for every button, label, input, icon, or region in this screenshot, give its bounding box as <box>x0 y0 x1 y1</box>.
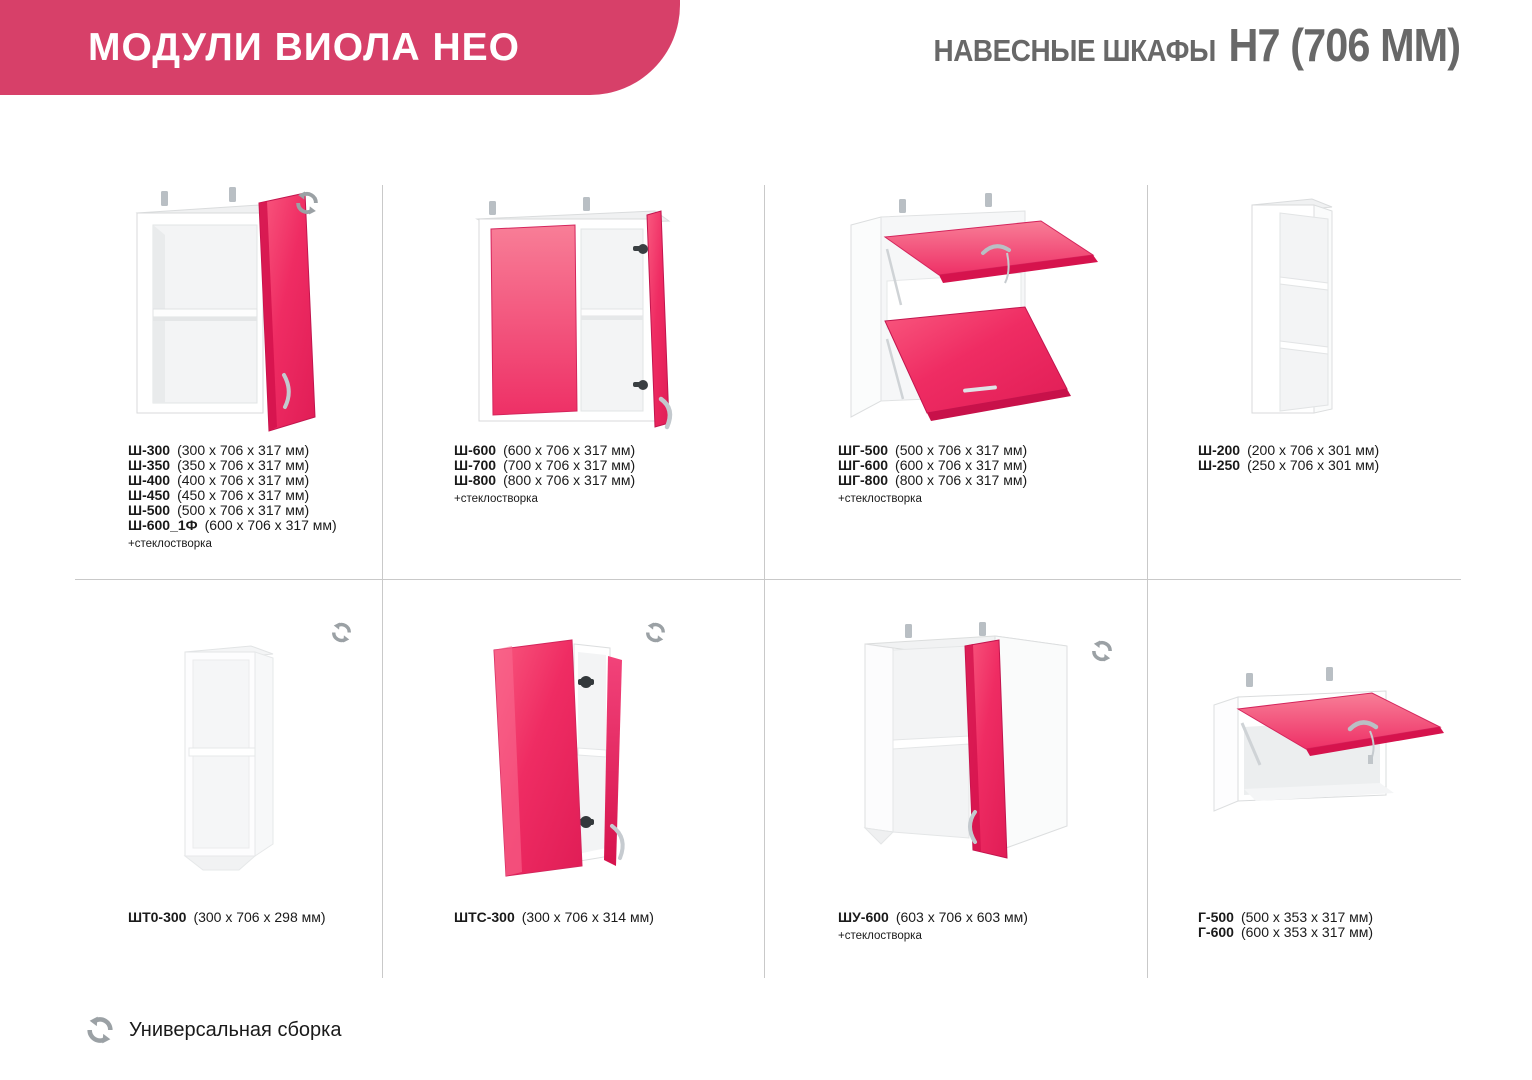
model-name: ШГ-500 <box>838 442 889 458</box>
model-dims: (600 x 706 x 317 мм) <box>204 517 337 533</box>
model-name: Ш-600 <box>454 442 497 458</box>
cabinet-illustration-curved-door <box>478 622 658 882</box>
model-dims: (600 x 353 x 317 мм) <box>1240 924 1374 940</box>
product-cell-sh-300 <box>75 185 383 580</box>
model-dims: (700 x 706 x 317 мм) <box>503 457 636 473</box>
model-dims: (450 x 706 x 317 мм) <box>177 487 310 503</box>
product-cell-shu-600 <box>765 580 1148 978</box>
model-name: ШТС-300 <box>454 909 515 925</box>
model-dims: (500 x 706 x 317 мм) <box>177 502 310 518</box>
model-dims: (500 x 706 x 317 мм) <box>895 442 1028 458</box>
product-cell-g-500 <box>1148 580 1461 978</box>
model-dims: (350 x 706 x 317 мм) <box>177 457 310 473</box>
product-specs <box>128 910 326 925</box>
cabinet-illustration-corner <box>843 622 1103 862</box>
product-cell-sh-600 <box>383 185 765 580</box>
cabinet-illustration-flap-doors <box>835 189 1125 439</box>
cabinet-illustration-open-shelf <box>1228 185 1358 435</box>
model-name: Ш-200 <box>1198 442 1241 458</box>
model-name: ШГ-800 <box>838 472 889 488</box>
product-specs <box>838 910 1028 944</box>
model-dims: (603 x 706 x 603 мм) <box>895 909 1028 925</box>
product-cell-shts-300 <box>383 580 765 978</box>
product-specs <box>1198 443 1379 473</box>
model-name: Ш-300 <box>128 442 171 458</box>
model-dims: (300 x 706 x 298 мм) <box>193 909 326 925</box>
brand-banner <box>0 0 680 95</box>
model-name: ШТ0-300 <box>128 909 187 925</box>
product-cell-sh-200 <box>1148 185 1461 580</box>
model-name: Г-500 <box>1198 909 1234 925</box>
product-specs <box>838 443 1027 507</box>
universal-assembly-icon <box>645 622 666 643</box>
model-name: Ш-700 <box>454 457 497 473</box>
banner-title: МОДУЛИ ВИОЛА НЕО <box>88 25 521 69</box>
model-dims: (800 x 706 x 317 мм) <box>895 472 1028 488</box>
product-specs <box>454 443 635 507</box>
product-cell-shg-500 <box>765 185 1148 580</box>
glass-door-note: +стеклостворка <box>838 930 922 942</box>
section-title-code: Н7 (706 ММ) <box>1228 19 1460 71</box>
legend-universal-assembly <box>86 1016 341 1044</box>
product-specs <box>1198 910 1373 940</box>
model-name: ШГ-600 <box>838 457 889 473</box>
section-title <box>933 18 1460 72</box>
model-dims: (250 x 706 x 301 мм) <box>1247 457 1380 473</box>
universal-assembly-icon <box>295 191 319 215</box>
universal-assembly-icon <box>1091 640 1113 662</box>
model-name: Ш-600_1Ф <box>128 517 198 533</box>
model-dims: (600 x 706 x 317 мм) <box>503 442 636 458</box>
cabinet-illustration-single-door <box>107 183 347 443</box>
cabinet-illustration-two-door <box>463 193 693 443</box>
glass-door-note: +стеклостворка <box>454 493 538 505</box>
product-cell-sht0-300 <box>75 580 383 978</box>
product-specs <box>128 443 337 552</box>
model-dims: (500 x 353 x 317 мм) <box>1240 909 1374 925</box>
model-name: Ш-450 <box>128 487 171 503</box>
section-title-text: НАВЕСНЫЕ ШКАФЫ <box>933 33 1216 68</box>
legend-label: Универсальная сборка <box>129 1018 342 1041</box>
model-dims: (300 x 706 x 317 мм) <box>177 442 310 458</box>
glass-door-note: +стеклостворка <box>128 538 212 550</box>
model-name: Ш-500 <box>128 502 171 518</box>
product-grid <box>75 185 1461 978</box>
model-name: ШУ-600 <box>838 909 889 925</box>
model-dims: (300 x 706 x 314 мм) <box>521 909 654 925</box>
model-name: Ш-400 <box>128 472 171 488</box>
model-name: Ш-350 <box>128 457 171 473</box>
cabinet-illustration-open-end-shelf <box>155 628 305 878</box>
model-name: Ш-800 <box>454 472 497 488</box>
universal-assembly-icon <box>331 622 352 643</box>
glass-door-note: +стеклостворка <box>838 493 922 505</box>
product-specs <box>454 910 654 925</box>
model-dims: (400 x 706 x 317 мм) <box>177 472 310 488</box>
model-dims: (600 x 706 x 317 мм) <box>895 457 1028 473</box>
cabinet-illustration-lift-up <box>1198 665 1448 840</box>
universal-assembly-icon <box>86 1016 114 1044</box>
model-dims: (800 x 706 x 317 мм) <box>503 472 636 488</box>
model-dims: (200 x 706 x 301 мм) <box>1247 442 1380 458</box>
model-name: Г-600 <box>1198 924 1234 940</box>
model-name: Ш-250 <box>1198 457 1241 473</box>
